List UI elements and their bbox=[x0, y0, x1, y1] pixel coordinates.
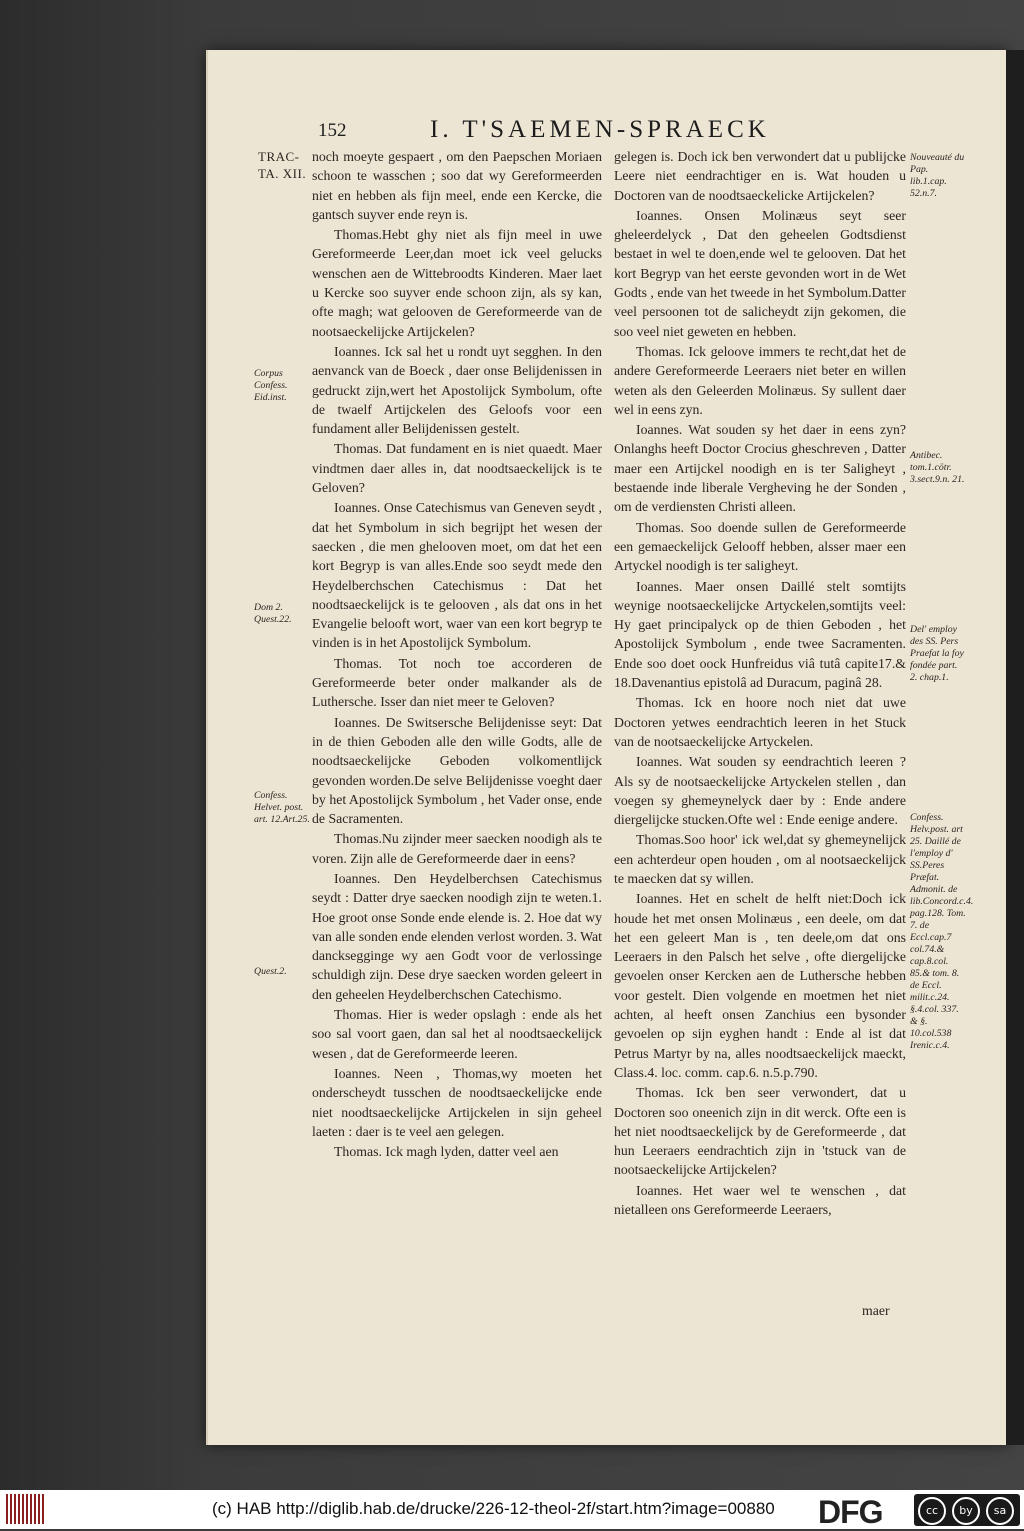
paragraph: Thomas.Nu zijnder meer saecken noodigh als te voren. Zijn alle de Gereformeerde daer in eens? bbox=[312, 831, 602, 866]
cc-icon: cc bbox=[918, 1497, 946, 1525]
running-title: I. T'SAEMEN-SPRAECK bbox=[430, 116, 770, 143]
margin-note: Dom 2. Quest.22. bbox=[254, 602, 292, 625]
paragraph: Thomas. Ick magh lyden, datter veel aen bbox=[334, 1144, 559, 1160]
paragraph: Ioannes. Het waer wel te wenschen , dat nietalleen ons Gereformeerde Leeraers, bbox=[614, 1182, 906, 1218]
paragraph: Ioannes. Wat souden sy het daer in eens zyn? Onlanghs heeft Doctor Crocius gheschreven , Datter maer een Artijckel noodigh en is ter Saligheyt , bestaende inde liberale Vergheving he der Sonden , om de verdiensten Christi alleen. bbox=[614, 422, 906, 515]
paragraph: Thomas. Soo doende sullen de Gereformeerde een gemaeckelijck Gelooff hebben, alsser maer een Artyckel noodigh is ter saligheyt. bbox=[614, 519, 906, 574]
sa-icon: sa bbox=[986, 1497, 1014, 1525]
paragraph: gelegen is. Doch ick ben verwondert dat u publijcke Leere niet eendrachtiger en is. Wat houden u Doctoren van de noodtsaeckelicke Artijckelen? bbox=[614, 149, 906, 203]
page-number: 152 bbox=[318, 120, 347, 141]
left-text-column bbox=[312, 147, 602, 1162]
footer-bar bbox=[0, 1490, 1024, 1529]
paragraph: Ioannes. Het en schelt de helft niet:Doch ick houde het met onsen Molinæus , een deele, om dat het een geleert Man is , ten deele,om dat ons Leeraers in den Palsch het selve , ofte diergelijcke gevoelen onser Kercken aen de Luthersche hebben voor gestelt. Dien volgende en moetmen het niet achten, al heeft onsen Zanchius een bysonder gevoelen op sijn eyghen handt : Ende al ist dat Petrus Martyr by na, alles noodtsaeckelijck maeckt, Class.4. loc. comm. cap.6. n.5.p.790. bbox=[614, 891, 906, 1080]
license-badge[interactable] bbox=[914, 1494, 1020, 1526]
paragraph: Thomas. Ick en hoore noch niet dat uwe Doctoren yetwes eendrachtich leeren in het Stuck van de nootsaeckelijcke Artyckelen. bbox=[614, 695, 906, 749]
paragraph: Thomas. Dat fundament en is niet quaedt. Maer vindtmen daer alles in, dat noodtsaeckelijck is te Geloven? bbox=[312, 441, 602, 496]
scan-edge bbox=[1006, 50, 1024, 1445]
dfg-logo: DFG bbox=[818, 1494, 883, 1530]
margin-note: Del' employ des SS. Pers Praefat la foy fondée part. 2. chap.1. bbox=[910, 624, 964, 683]
tract-label: TRAC- TA. XII. bbox=[258, 149, 307, 181]
margin-note: Confess. Helvet. post. art. 12.Art.25. bbox=[254, 790, 310, 825]
margin-note: Quest.2. bbox=[254, 966, 287, 977]
paragraph: Thomas. Hier is weder opslagh : ende als het soo sal voort gaen, dan sal het al noodtsaeckelijck wesen , dat de Gereformeerde leeren. bbox=[312, 1007, 602, 1061]
paragraph: Thomas. Tot noch toe accorderen de Gereformeerde beter onder malkander als de Luthersche. Isser dan niet meer te Geloven? bbox=[312, 655, 602, 710]
paragraph: Ioannes. Neen , Thomas,wy moeten het onderscheydt tusschen de noodtsaeckelijcke ende niet noodtsaeckelijcke Artijckelen in sijn geheel laeten : daer is te veel aen gelegen. bbox=[312, 1065, 602, 1139]
paragraph: Ioannes. Onsen Molinæus seyt seer gheleerdelyck , Dat den geheelen Godtsdienst bestaet in wel te doen,ende wel te gelooven. Dat het kort Begryp van het eerste gevonden wort in de Wet Godts , ende van het tweede in het Symbolum.Datter veel persoonen tot de salicheydt zijn gekomen, die soo veel niet geweten en hebben. bbox=[614, 207, 906, 339]
margin-note: Corpus Confess. Eid.inst. bbox=[254, 368, 288, 403]
right-text-column bbox=[614, 147, 906, 1220]
barcode-icon bbox=[6, 1494, 44, 1524]
paragraph: Ioannes. De Switsersche Belijdenisse seyt: Dat in de thien Geboden alle den wille Godts, alle de noodtsaeckelijcke Geboden volkomentlijck gevonden worden.De selve Belijdenisse voeght daer by het Apostolijck Symbolum , het Vader onse, ende de Sacramenten. bbox=[312, 714, 602, 827]
margin-note: Antibec. tom.1.cötr. 3.sect.9.n. 21. bbox=[910, 450, 965, 485]
paragraph: Ioannes. Maer onsen Daillé stelt somtijts weynige nootsaeckelijcke Artyckelen,somtijts veel: Hy gaet principalyck op de thien Geboden , het Apostolijck Symbolum , ende twee Sacramenten. Ende soo doet oock Hunfreidus viâ tutâ capite17.& 18.Davenantius epistolâ ad Duracum, paginâ 28. bbox=[614, 578, 906, 691]
copyright-link[interactable]: (c) HAB http://diglib.hab.de/drucke/226-12-theol-2f/start.htm?image=00880 bbox=[212, 1499, 775, 1518]
page-header bbox=[318, 116, 798, 148]
paragraph: Thomas.Hebt ghy niet als fijn meel in uwe Gereformeerde Leer,dan moet ick veel gelucks wenschen aen de Wittebroodts Kinderen. Maer laet u Kercke soo suyver ende schoon zijn, als sy kan, ofte magh; wat gelooven de Gereformeerde van de nootsaeckelijcke Artijckelen? bbox=[312, 227, 602, 339]
paragraph: Thomas. Ick ben seer verwondert, dat u Doctoren soo oneenich zijn in dit werck. Ofte een is het niet noodtsaeckelijck by de Gereformeerde , dat hun Leeraers eendrachtich zijn in 'tstuck van de nootsaeckelijcke Artijckelen? bbox=[614, 1085, 906, 1178]
by-icon: by bbox=[952, 1497, 980, 1525]
catchword: maer bbox=[862, 1303, 890, 1318]
paragraph: noch moeyte gespaert , om den Paepschen Moriaen schoon te wasschen ; soo dat wy Gereformeerden niet en hebben als fijn meel, ende een Kercke, die gantsch suyver ende reyn is. bbox=[312, 149, 602, 222]
paragraph: Ioannes. Wat souden sy eendrachtich leeren ? Als sy de nootsaeckelijcke Artyckelen stellen , dan voegen sy ghemeynelyck daer by : Ende andere diergelijcke stucken.Ofte wel : Ende eenige andere. bbox=[614, 754, 906, 828]
margin-note: Confess. Helv.post. art 25. Daillé de l'employ d' SS.Peres Præfat. Admonit. de lib.Concord.c.4. pag.128. Tom. 7. de Eccl.cap.7 col.74.& cap.8.col. 85.& tom. 8. de Eccl. milit.c.24. §.4.col. 337. & §. 10.col.538 Irenic.c.4. bbox=[910, 812, 974, 1051]
paragraph: Thomas.Soo hoor' ick wel,dat sy ghemeynelijck een achterdeur open houden , om al nootsaeckelijck te maecken dat sy willen. bbox=[614, 832, 906, 886]
paragraph: Ioannes. Den Heydelberchsen Catechismus seydt : Datter drye saecken noodigh zijn te weten.1. Hoe groot onse Sonde ende elende is. 2. Hoe dat wy van alle sonden ende elenden verlost worden. 3. Wat dancksegginge wy aen Godt voor de verlossinge schuldigh zijn. Dese drye saecken worden geleert in den geheelen Heydelberchschen Catechismo. bbox=[312, 870, 602, 1002]
paragraph: Thomas. Ick geloove immers te recht,dat het de andere Gereformeerde Leeraers niet beter en willen weten als den Geleerden Molinæus. Sy sullent daer wel in eens zyn. bbox=[614, 343, 906, 417]
margin-note: Nouveauté du Pap. lib.1.cap. 52.n.7. bbox=[910, 152, 965, 199]
paragraph: Ioannes. Onse Catechismus van Geneven seydt , dat het Symbolum in sich begrijpt het wesen der saecken , die men ghelooven moet, om dat het een kort Begryp is van alles.Ende soo seydt mede den Heydelberchschen Catechismus : Dat het noodtsaeckelijck is te gelooven , als dat ons in het Evangelie belooft wort, waer van een kort begryp te vinden is in het Apostolijck Symbolum. bbox=[312, 500, 602, 651]
paragraph: Ioannes. Ick sal het u rondt uyt segghen. In den aenvanck van de Boeck , daer onse Belijdenissen in gedruckt zijn,wert het Apostolijck Symbolum, ofte de twaelf Artijckelen des Geloofs voor een fundament aller Belijdenissen gestelt. bbox=[312, 343, 602, 437]
